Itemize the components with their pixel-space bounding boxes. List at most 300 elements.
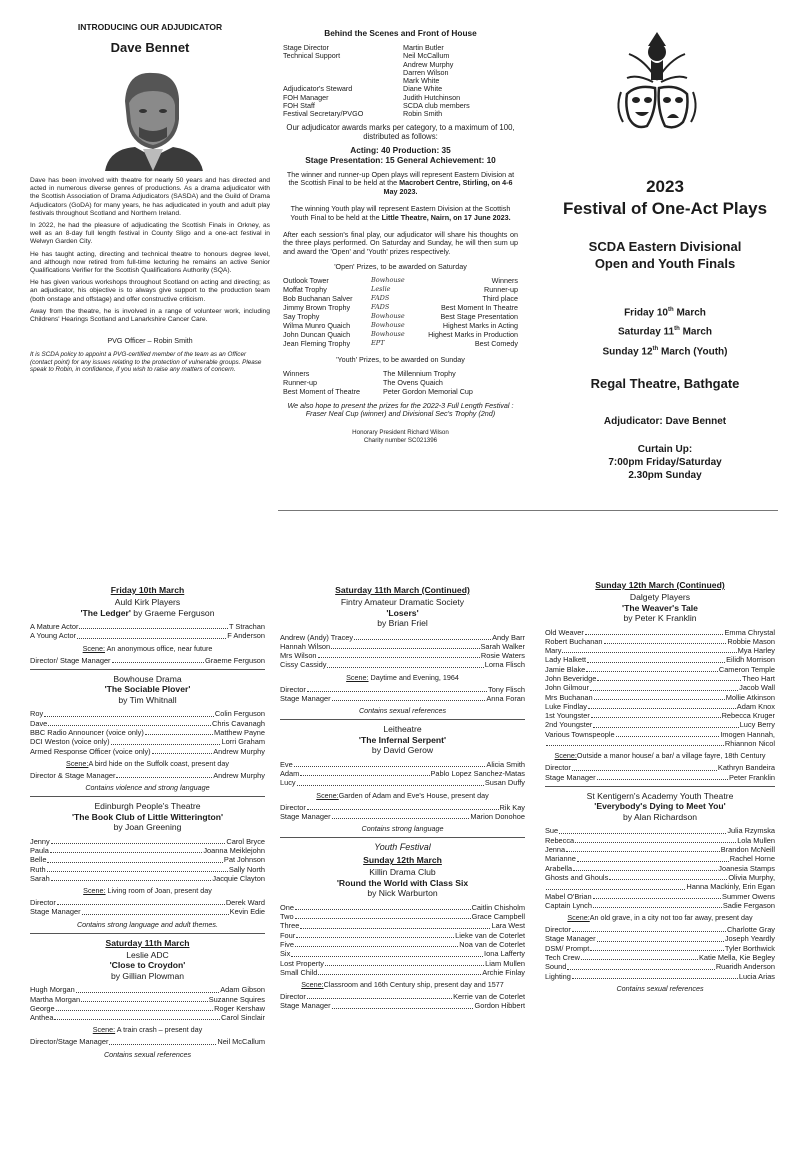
actor-name: Peter Franklin <box>728 772 775 782</box>
company-name: St Kentigern's Academy Youth Theatre <box>586 790 734 801</box>
cast-line <box>545 925 775 934</box>
scene-label: Scene: <box>92 1025 116 1035</box>
staff-name: Martin Butler <box>403 43 444 52</box>
cast-line <box>545 739 775 748</box>
play-title-text: 'The Weaver's Tale <box>622 602 698 613</box>
adjudicator-heading: INTRODUCING OUR ADJUDICATOR <box>77 22 223 32</box>
actor-name: Caitlin Chisholm <box>471 902 525 912</box>
youth-prize-name: The Millennium Trophy <box>383 368 456 378</box>
bio-paragraph: Away from the theatre, he is involved in a range of volunteer work, including Childrens' Hearings Scotland and Lanarkshire Cancer Care. <box>30 307 270 324</box>
open-rep-text: The winner and runner-up Open plays will represent Eastern Division at the Scottish Final to be held at the <box>286 169 515 188</box>
dot-leader <box>44 716 214 717</box>
dot-leader <box>588 708 736 709</box>
cast-line <box>545 934 775 943</box>
cast-line <box>30 995 265 1004</box>
cast-line <box>30 1037 265 1046</box>
dot-leader <box>307 809 499 810</box>
cover-adjudicator: Adjudicator: Dave Bennet <box>603 415 727 427</box>
festival-title: Festival of One-Act Plays <box>562 199 768 218</box>
role-name: Stage Manager <box>30 907 81 917</box>
curtain-time-2: 2.30pm Sunday <box>628 469 702 481</box>
actor-name: Roger Kershaw <box>214 1003 265 1013</box>
actor-name: Olivia Murphy, <box>728 872 775 882</box>
role-name: DSM/ Prompt <box>545 943 590 953</box>
dot-leader <box>112 662 205 663</box>
actor-name: Anna Foran <box>486 693 525 703</box>
scene-text: A train crash – present day <box>115 1025 203 1035</box>
role-name: Mrs Buchanan <box>545 692 593 702</box>
cast-line <box>30 656 265 665</box>
cast-line <box>280 992 525 1001</box>
role-name: Director <box>545 925 571 935</box>
scene-label: Scene: <box>554 751 577 761</box>
actor-name: Carol Bryce <box>226 836 265 846</box>
play-title-text: 'Close to Croydon' <box>109 960 186 971</box>
dot-leader <box>54 1019 220 1020</box>
open-prizes-list <box>283 276 518 348</box>
staff-name: Judith Hutchinson <box>403 92 461 102</box>
bio-paragraph: Dave has been involved with theatre for nearly 50 years and has directed and acted in numerous diverse genres of productions. As a drama adjudicator with the Scottish Association of Drama Adjudicators (SASDA) and the Guild of Drama Adjudicators (GoDA) for many years, he has adjudicated in youth and adult play festivals throughout Scotland and Northern Ireland. <box>30 177 270 217</box>
dot-leader <box>616 736 720 737</box>
actor-name: Kathryn Bandeira <box>717 763 775 773</box>
cover-panel <box>545 30 785 482</box>
role-name: Sarah <box>30 873 50 883</box>
actor-name: Lorri Graham <box>221 737 265 747</box>
scene-label: Scene: <box>82 643 106 653</box>
cast-line <box>280 685 525 694</box>
open-prizes-heading: 'Open' Prizes, to be awarded on Saturday <box>334 262 467 272</box>
actor-name: Colin Ferguson <box>214 709 265 719</box>
staff-role: Technical Support <box>283 51 341 61</box>
prize-name: Say Trophy <box>283 311 320 321</box>
youth-prize-award: Runner-up <box>283 377 317 387</box>
curtain-time-1: 7:00pm Friday/Saturday <box>608 456 722 468</box>
dot-leader <box>109 1044 216 1045</box>
dot-leader <box>566 851 720 852</box>
adjudicator-name: Dave Bennet <box>110 40 190 55</box>
dot-leader <box>145 734 213 735</box>
marks-line-2: Stage Presentation: 15 General Achievement: 10 <box>305 154 496 165</box>
staff-name: Mark White <box>403 76 440 86</box>
divider <box>278 510 778 511</box>
cast-line <box>545 674 775 683</box>
actor-name: Andrew Murphy <box>213 746 265 756</box>
play-author: by Brian Friel <box>377 618 428 628</box>
actor-name: Grace Campbell <box>471 912 525 922</box>
crew-list <box>30 898 265 917</box>
divider <box>280 719 525 720</box>
role-name: Director/Stage Manager <box>30 1037 109 1047</box>
scene-description <box>280 673 525 682</box>
cast-line <box>30 622 265 631</box>
role-name: Lady Halkett <box>545 655 587 665</box>
actor-name: Andy Barr <box>492 632 525 642</box>
bio-paragraph: In 2022, he had the pleasure of adjudicating the Scottish Finals in Orkney, as well as an 8-day full length festival in County Sligo and a one-act festival in Welwyn Garden City. <box>30 222 270 246</box>
cast-line <box>280 1001 525 1010</box>
dot-leader <box>609 879 727 880</box>
role-name: Roy <box>30 709 44 719</box>
play-entry <box>280 597 525 715</box>
actor-name: Katie Mella, Kie Begley <box>699 953 775 963</box>
role-name: Adam <box>280 769 300 779</box>
dot-leader <box>332 818 470 819</box>
cast-list <box>280 903 525 977</box>
divider <box>280 837 525 838</box>
play-title-text: 'The Book Club of Little Witterington' <box>71 811 224 822</box>
cast-line <box>280 931 525 940</box>
cast-line <box>30 898 265 907</box>
cast-list <box>545 826 775 910</box>
curtain-label: Curtain Up: <box>637 443 693 455</box>
play-author: by Tim Whitnall <box>118 694 177 705</box>
cast-line <box>30 907 265 916</box>
role-name: Anthea <box>30 1013 54 1023</box>
staff-name: Andrew Murphy <box>403 59 454 69</box>
scene-label: Scene: <box>567 913 590 923</box>
actor-name: Marion Donohoe <box>470 811 525 821</box>
actor-name: Pat Johnson <box>223 855 265 865</box>
prize-award: Winners <box>491 275 518 285</box>
actor-name: Joseph Yeardly <box>724 934 775 944</box>
play-title <box>280 735 525 746</box>
dot-leader <box>152 753 213 754</box>
open-rep-venue: Macrobert Centre, Stirling, on 4-6 May 2023. <box>383 178 513 197</box>
dot-leader <box>51 880 212 881</box>
cast-line <box>545 864 775 873</box>
dot-leader <box>77 638 226 639</box>
role-name: Ghosts and Ghouls <box>545 872 609 882</box>
play-author: by Peter K Franklin <box>623 613 697 623</box>
actor-name: Noa van de Coterlet <box>459 939 525 949</box>
date-line: Saturday 11th March <box>617 326 713 338</box>
content-warning: Contains sexual references <box>616 983 704 993</box>
staff-name: SCDA club members <box>403 101 470 111</box>
cast-line <box>30 771 265 780</box>
staff-name: Diane White <box>403 84 443 94</box>
handwritten-note: Bowhouse <box>371 311 405 320</box>
day-heading: Saturday 11th March <box>105 937 190 948</box>
cast-line <box>30 1013 265 1022</box>
prize-name: Wilma Munro Quaich <box>283 320 351 330</box>
company-name: Fintry Amateur Dramatic Society <box>340 597 465 607</box>
bio-paragraph: He has given various workshops throughout Scotland on acting and directing; as an adjudicator, his objective is to always give support to the production team (both onstage and offstage) and offer constructive criticism. <box>30 279 270 303</box>
handwritten-note: Leslie <box>371 284 391 293</box>
role-name: Five <box>280 939 294 949</box>
youth-prizes-heading: 'Youth' Prizes, to be awarded on Sunday <box>336 354 465 364</box>
role-name: A Young Actor <box>30 631 77 641</box>
actor-name: Charlotte Gray <box>726 925 775 935</box>
actor-name: Kevin Edie <box>229 907 265 917</box>
play-title-text: 'The Ledger' <box>80 607 131 618</box>
divider <box>30 933 265 934</box>
role-name: John Gilmour <box>545 683 589 693</box>
actor-name: Rosie Waters <box>480 651 525 661</box>
actor-name: Lieke van de Coterlet <box>455 930 525 940</box>
scene-description <box>30 644 265 653</box>
actor-name: Emma Chrystal <box>724 627 775 637</box>
scene-description <box>30 759 265 768</box>
play-entry <box>545 791 775 993</box>
role-name: Sue <box>545 826 559 836</box>
youth-prize-name: The Ovens Quaich <box>383 377 443 387</box>
cast-line <box>30 1004 265 1013</box>
cast-line <box>30 709 265 718</box>
scda-thistle-logo <box>607 30 707 150</box>
actor-name: Tony Flisch <box>488 684 525 694</box>
play-title <box>30 960 265 971</box>
role-name: Luke Findlay <box>545 701 587 711</box>
dot-leader <box>593 898 721 899</box>
pvg-officer: PVG Officer – Robin Smith <box>107 336 193 346</box>
dot-leader <box>331 648 479 649</box>
play-entry <box>545 592 775 782</box>
role-name: A Mature Actor <box>30 622 79 631</box>
play-title <box>30 684 265 695</box>
cast-line <box>545 854 775 863</box>
actor-name: Eilidh Morrison <box>726 655 775 665</box>
company-name: Dalgety Players <box>629 592 691 602</box>
role-name: Paula <box>30 845 49 855</box>
crew-list <box>545 925 775 981</box>
prize-award: Best Stage Presentation <box>440 311 518 321</box>
cast-line <box>545 711 775 720</box>
dot-leader <box>325 965 484 966</box>
dot-leader <box>47 871 228 872</box>
cast-line <box>545 637 775 646</box>
youth-representation <box>283 205 518 223</box>
company-name: Auld Kirk Players <box>114 597 181 607</box>
dot-leader <box>294 766 486 767</box>
scene-label: Scene: <box>316 790 339 800</box>
prize-name: Bob Buchanan Salver <box>283 293 353 303</box>
dot-leader <box>79 628 228 629</box>
cast-line <box>545 845 775 854</box>
youth-prize-award: Winners <box>283 368 310 378</box>
dot-leader <box>111 744 221 745</box>
programme-column-3 <box>545 580 775 996</box>
scene-description <box>30 886 265 895</box>
role-name: Jenny <box>30 836 50 846</box>
actor-name: Iona Lafferty <box>484 949 525 959</box>
cast-line <box>30 837 265 846</box>
cast-line <box>545 628 775 637</box>
role-name: Various Townspeople <box>545 729 615 739</box>
role-name: 2nd Youngster <box>545 720 593 730</box>
festival-subtitle-1: SCDA Eastern Divisional <box>588 239 742 254</box>
cast-list <box>30 985 265 1022</box>
role-name: One <box>280 902 294 912</box>
dot-leader <box>296 937 454 938</box>
dot-leader <box>546 745 724 746</box>
cast-line <box>545 882 775 891</box>
cast-line <box>280 642 525 651</box>
day-heading: Sunday 12th March <box>363 855 442 866</box>
cast-line <box>545 773 775 782</box>
dot-leader <box>585 634 724 635</box>
scene-label: Scene: <box>83 886 106 896</box>
actor-name: Rachel Horne <box>729 854 775 864</box>
scene-text: Classroom and 16th Century ship, present day and 1577 <box>323 980 504 990</box>
role-name: George <box>30 1003 55 1013</box>
actor-name: Derek Ward <box>225 898 265 908</box>
programme-column-1 <box>30 585 265 1062</box>
youth-festival-label: Youth Festival <box>374 842 431 853</box>
prize-name: Jimmy Brown Trophy <box>283 302 351 312</box>
scene-text: Daytime and Evening, 1964 <box>368 672 459 682</box>
cast-list <box>545 628 775 749</box>
charity-number: Charity number SC021396 <box>363 437 438 445</box>
crew-list <box>30 1037 265 1046</box>
dot-leader <box>354 639 491 640</box>
prize-name: Moffat Trophy <box>283 284 327 294</box>
prize-name: John Duncan Quaich <box>283 329 351 339</box>
role-name: Two <box>280 912 294 922</box>
cast-line <box>30 737 265 746</box>
venue: Regal Theatre, Bathgate <box>590 375 740 391</box>
open-representation <box>283 171 518 197</box>
play-title <box>280 878 525 889</box>
actor-name: Theo Hart <box>742 673 775 683</box>
actor-name: F Anderson <box>227 631 265 641</box>
staff-role <box>283 61 403 69</box>
play-author: by Joan Greening <box>113 822 182 833</box>
actor-name: Julia Rzymska <box>727 826 775 836</box>
content-warning: Contains strong language and adult themes. <box>76 919 219 929</box>
cast-list <box>280 760 525 788</box>
adjudicator-panel <box>30 22 270 374</box>
cast-line <box>30 874 265 883</box>
handwritten-note: Bowhouse <box>371 275 405 284</box>
marks-intro: Our adjudicator awards marks per category, to a maximum of 100, distributed as follows: <box>286 122 515 142</box>
scene-text: An anonymous office, near future <box>105 643 213 653</box>
actor-name: Robbie Mason <box>727 636 775 646</box>
actor-name: Lucia Arias <box>738 971 775 981</box>
dot-leader <box>586 671 718 672</box>
actor-name: Chris Cavanagh <box>212 718 265 728</box>
role-name: Small Child <box>280 967 318 977</box>
cast-line <box>545 873 775 882</box>
play-title <box>30 812 265 823</box>
dot-leader <box>300 775 429 776</box>
content-warning: Contains sexual references <box>103 1049 192 1059</box>
dot-leader <box>594 699 725 700</box>
role-name: Mabel O'Brian <box>545 891 592 901</box>
cast-list <box>280 633 525 670</box>
actor-name: Lola Mullen <box>737 835 775 845</box>
role-name: Director <box>280 684 306 694</box>
divider <box>30 796 265 797</box>
cast-line <box>545 763 775 772</box>
dot-leader <box>82 914 229 915</box>
crew-list <box>545 763 775 782</box>
role-name: DCI Weston (voice only) <box>30 737 110 747</box>
play-author: by Graeme Ferguson <box>130 607 215 618</box>
staff-list <box>283 44 518 119</box>
dot-leader <box>590 690 738 691</box>
role-name: Director <box>280 802 306 812</box>
play-title <box>545 801 775 812</box>
play-author: by David Gerow <box>371 745 434 756</box>
play-title-text: 'The Sociable Plover' <box>104 684 191 695</box>
role-name: Six <box>280 949 291 959</box>
company-name: Bowhouse Drama <box>113 673 182 684</box>
play-author: by Gillian Plowman <box>110 970 185 981</box>
actor-name: Jacquie Clayton <box>212 873 265 883</box>
actor-name: Adam Gibson <box>220 985 265 995</box>
dot-leader <box>295 909 471 910</box>
role-name: Four <box>280 930 296 940</box>
scene-label: Scene: <box>66 758 89 768</box>
dot-leader <box>307 691 487 692</box>
role-name: Director <box>545 763 571 773</box>
dot-leader <box>307 998 452 999</box>
handwritten-note: FADS <box>371 293 390 302</box>
staff-role: Stage Director <box>283 43 329 52</box>
role-name: Dave <box>30 718 48 728</box>
festival-year: 2023 <box>646 177 684 196</box>
cast-line <box>545 962 775 971</box>
scene-text: A bird hide on the Suffolk coast, present day <box>88 758 229 768</box>
role-name: Stage Manager <box>280 693 331 703</box>
role-name: Jenna <box>545 845 566 855</box>
dot-leader <box>572 770 717 771</box>
scene-label: Scene: <box>346 672 369 682</box>
scene-label: Scene: <box>301 980 324 990</box>
scene-description <box>30 1025 265 1034</box>
dot-leader <box>295 918 471 919</box>
cast-line <box>30 846 265 855</box>
role-name: Captain Lynch <box>545 900 592 910</box>
role-name: Sound <box>545 962 567 972</box>
actor-name: Brandon McNeill <box>720 845 775 855</box>
actor-name: Matthew Payne <box>214 727 265 737</box>
actor-name: Graeme Ferguson <box>205 655 265 665</box>
cast-line <box>280 949 525 958</box>
actor-name: Mollie Atkinson <box>725 692 775 702</box>
cast-line <box>280 812 525 821</box>
handwritten-note: EPT <box>371 338 385 347</box>
dot-leader <box>559 833 726 834</box>
pvg-note: It is SCDA policy to appoint a PVG-certified member of the team as an Officer (contact point) for any issues relating to the protection of vulnerable groups. Please speak to Robin, in confidence, if you wish to raise any matters of concern. <box>30 351 262 374</box>
staff-name: Robin Smith <box>403 109 443 119</box>
dot-leader <box>300 928 490 929</box>
backstage-heading: Behind the Scenes and Front of House <box>324 28 477 38</box>
date-line: Friday 10th March <box>624 307 706 319</box>
cast-line <box>545 901 775 910</box>
festival-subtitle-2: Open and Youth Finals <box>594 256 736 271</box>
actor-name: Andrew Murphy <box>213 770 265 780</box>
divider <box>30 669 265 670</box>
actor-name: Lorna Flisch <box>484 660 525 670</box>
company-name: Killin Drama Club <box>369 867 436 878</box>
staff-role: FOH Manager <box>283 92 329 102</box>
dot-leader <box>591 717 721 718</box>
dot-leader <box>572 978 738 979</box>
cast-line <box>30 865 265 874</box>
bio-paragraph: He has taught acting, directing and technical theatre to honours degree level, and although now retired from full-time lecturing he remains an active Senior Qualifications Verifier for the Scottish Qualifications Authority (SQA). <box>30 250 270 275</box>
play-entry <box>280 867 525 1010</box>
cast-line <box>280 660 525 669</box>
play-entry <box>30 597 265 665</box>
role-name: Director <box>30 898 56 908</box>
role-name: Mary <box>545 646 562 656</box>
actor-name: Joanna Meiklejohn <box>203 845 265 855</box>
play-entry <box>280 724 525 833</box>
dot-leader <box>575 842 736 843</box>
dot-leader <box>590 950 724 951</box>
marks-line-1: Acting: 40 Production: 35 <box>350 144 451 155</box>
dot-leader <box>116 777 212 778</box>
